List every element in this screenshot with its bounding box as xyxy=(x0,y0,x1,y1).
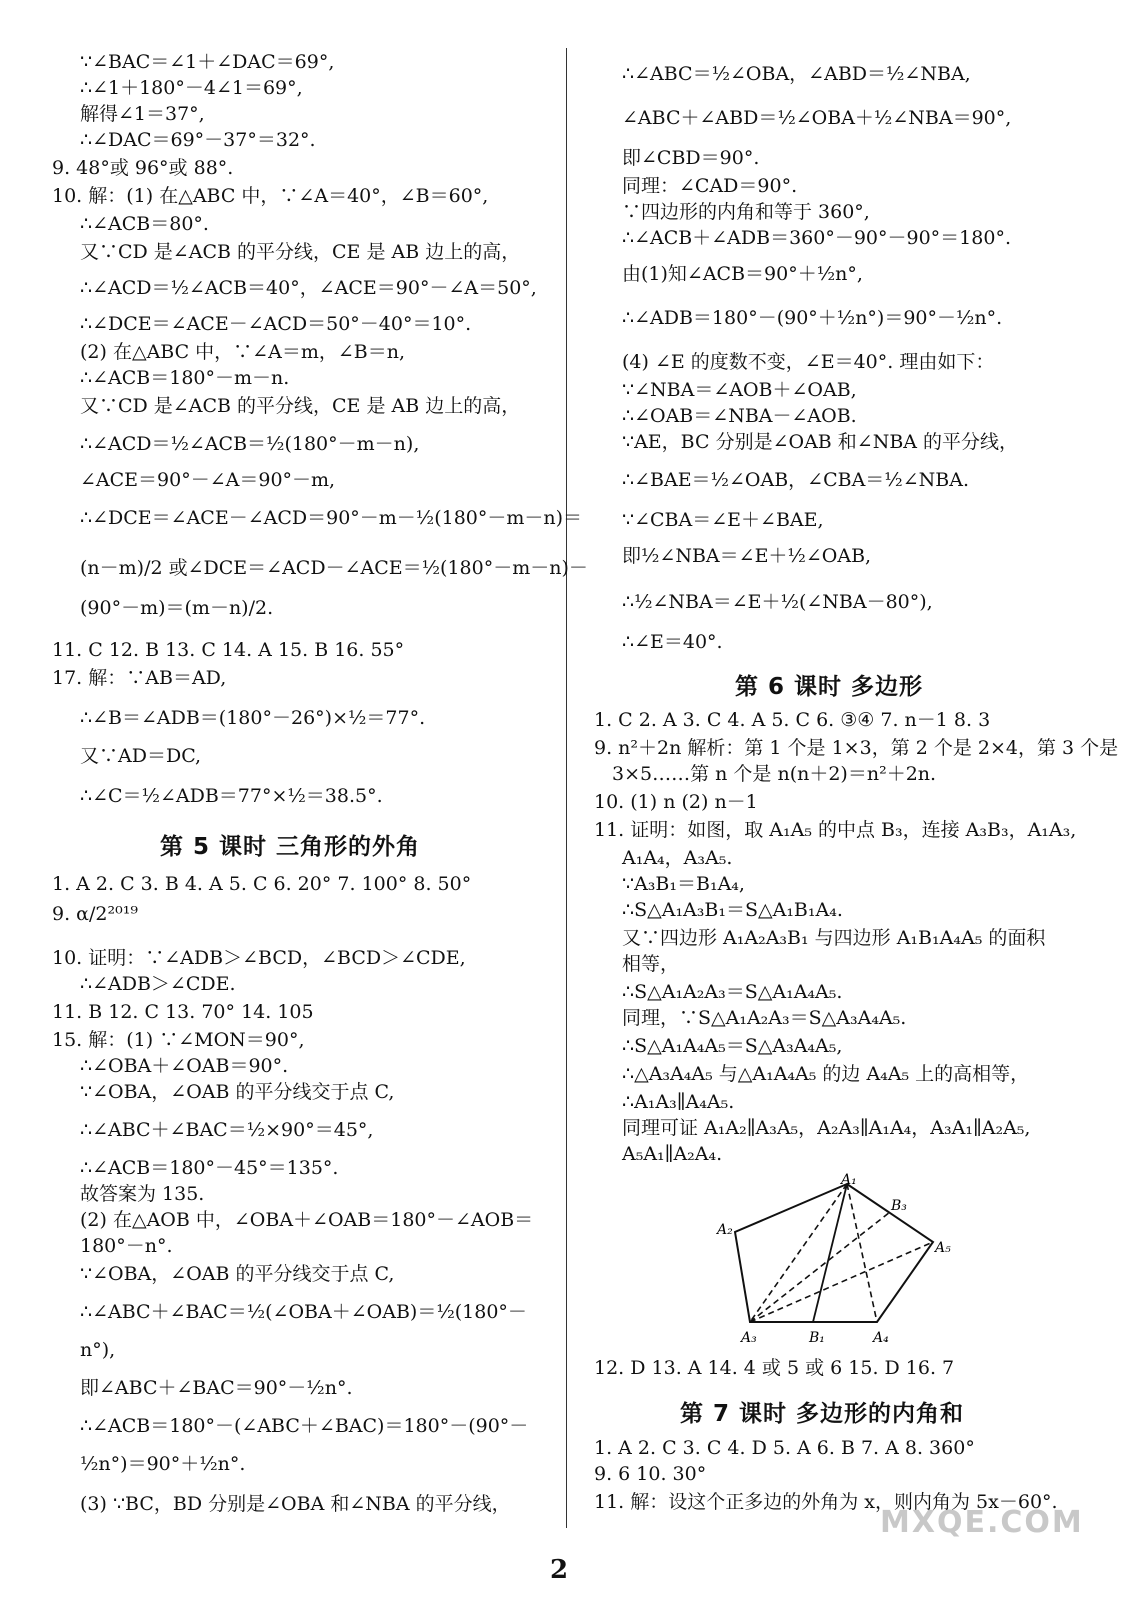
label-a2: A₂ xyxy=(717,1222,733,1238)
label-a4: A₄ xyxy=(873,1330,889,1346)
left-line: (3) ∵BC，BD 分别是∠OBA 和∠NBA 的平分线， xyxy=(80,1493,511,1515)
right-line: 11. 证明：如图，取 A₁A₅ 的中点 B₃，连接 A₃B₃，A₁A₃, xyxy=(594,819,1077,841)
right-line: ∴∠OAB＝∠NBA－∠AOB. xyxy=(622,405,857,427)
left-line: ∴∠ACD＝½∠ACB＝40°，∠ACE＝90°－∠A＝50°, xyxy=(80,277,537,299)
right-line: 由(1)知∠ACB＝90°＋½n°, xyxy=(622,263,863,285)
left-line: (2) 在△ABC 中，∵∠A＝m，∠B＝n, xyxy=(80,341,405,363)
right-line: ∵A₃B₁＝B₁A₄, xyxy=(622,873,745,895)
left-line: ∴∠ACB＝180°－45°＝135°. xyxy=(80,1157,339,1179)
label-b3: B₃ xyxy=(891,1198,907,1214)
right-line: ∴∠ADB＝180°－(90°＋½n°)＝90°－½n°. xyxy=(622,307,1003,329)
left-line: 15. 解：(1) ∵∠MON＝90°, xyxy=(52,1029,305,1051)
right-line: ∠ABC＋∠ABD＝½∠OBA＋½∠NBA＝90°, xyxy=(622,107,1012,129)
right-line: ∴A₁A₃∥A₄A₅. xyxy=(622,1091,735,1113)
right-line: ∴½∠NBA＝∠E＋½(∠NBA－80°), xyxy=(622,591,933,613)
heading-lesson-7: 第 7 课时 多边形的内角和 xyxy=(680,1401,965,1427)
pentagon-figure xyxy=(705,1172,965,1352)
left-line: ∴∠DAC＝69°－37°＝32°. xyxy=(80,129,316,151)
label-a3: A₃ xyxy=(741,1330,757,1346)
left-line: 解得∠1＝37°, xyxy=(80,103,205,125)
left-line: ∴∠ADB＞∠CDE. xyxy=(80,973,236,995)
right-line: 即∠CBD＝90°. xyxy=(622,147,760,169)
right-line: ∵AE，BC 分别是∠OAB 和∠NBA 的平分线， xyxy=(622,431,1019,453)
left-line: ∴∠ACB＝180°－m－n. xyxy=(80,367,290,389)
heading-lesson-5: 第 5 课时 三角形的外角 xyxy=(160,834,421,860)
left-line: 又∵CD 是∠ACB 的平分线，CE 是 AB 边上的高， xyxy=(80,241,521,263)
left-line: ∴∠1＋180°－4∠1＝69°, xyxy=(80,77,303,99)
right-line: 12. D 13. A 14. 4 或 5 或 6 15. D 16. 7 xyxy=(594,1357,955,1379)
right-line: ∴S△A₁A₂A₃＝S△A₁A₄A₅. xyxy=(622,981,843,1003)
right-line: 1. C 2. A 3. C 4. A 5. C 6. ③④ 7. n－1 8. 3 xyxy=(594,709,991,731)
right-line: ∴S△A₁A₄A₅＝S△A₃A₄A₅, xyxy=(622,1035,843,1057)
left-line: 17. 解：∵AB＝AD, xyxy=(52,667,227,689)
right-line: ∵四边形的内角和等于 360°, xyxy=(622,201,870,223)
left-line: 故答案为 135. xyxy=(80,1183,205,1205)
right-line: ∴△A₃A₄A₅ 与△A₁A₄A₅ 的边 A₄A₅ 上的高相等， xyxy=(622,1063,1030,1085)
right-line: ∴∠E＝40°. xyxy=(622,631,723,653)
left-line: 11. B 12. C 13. 70° 14. 105 xyxy=(52,1001,314,1023)
right-line: ∴S△A₁A₃B₁＝S△A₁B₁A₄. xyxy=(622,899,843,921)
left-line: 又∵AD＝DC, xyxy=(80,745,202,767)
right-line: 相等， xyxy=(622,953,680,975)
left-line: (90°－m)＝(m－n)/2. xyxy=(80,597,274,619)
right-line: A₅A₁∥A₂A₄. xyxy=(622,1143,723,1165)
left-line: ∴∠ABC＋∠BAC＝½×90°＝45°, xyxy=(80,1119,374,1141)
left-line: 11. C 12. B 13. C 14. A 15. B 16. 55° xyxy=(52,639,405,661)
left-line: 即∠ABC＋∠BAC＝90°－½n°. xyxy=(80,1377,353,1399)
left-line: n°), xyxy=(80,1339,116,1361)
left-line: ∵∠BAC＝∠1＋∠DAC＝69°, xyxy=(80,51,335,73)
right-line: 同理可证 A₁A₂∥A₃A₅，A₂A₃∥A₁A₄，A₃A₁∥A₂A₅, xyxy=(622,1117,1031,1139)
right-line: 10. (1) n (2) n－1 xyxy=(594,791,758,813)
right-line: 9. n²＋2n 解析：第 1 个是 1×3，第 2 个是 2×4，第 3 个是 xyxy=(594,737,1119,759)
column-divider xyxy=(566,48,567,1528)
left-line: ∠ACE＝90°－∠A＝90°－m, xyxy=(80,469,336,491)
right-line: 1. A 2. C 3. C 4. D 5. A 6. B 7. A 8. 360° xyxy=(594,1437,975,1459)
label-a1: A₁ xyxy=(841,1172,857,1188)
right-line: 3×5……第 n 个是 n(n＋2)＝n²＋2n. xyxy=(612,763,937,785)
right-line: 9. 6 10. 30° xyxy=(594,1463,707,1485)
left-line: ∵∠OBA，∠OAB 的平分线交于点 C, xyxy=(80,1263,395,1285)
left-line: ∵∠OBA，∠OAB 的平分线交于点 C, xyxy=(80,1081,395,1103)
left-line: 9. α/2²⁰¹⁹ xyxy=(52,903,138,925)
right-line: 同理：∠CAD＝90°. xyxy=(622,175,798,197)
heading-lesson-6: 第 6 课时 多边形 xyxy=(735,674,924,700)
page-number: 2 xyxy=(550,1555,569,1585)
left-line: ∴∠ACB＝180°－(∠ABC＋∠BAC)＝180°－(90°－ xyxy=(80,1415,529,1437)
left-line: 9. 48°或 96°或 88°. xyxy=(52,157,234,179)
right-line: ∵∠NBA＝∠AOB＋∠OAB, xyxy=(622,379,857,401)
left-line: (n－m)/2 或∠DCE＝∠ACD－∠ACE＝½(180°－m－n)－ xyxy=(80,557,588,579)
left-line: (2) 在△AOB 中，∠OBA＋∠OAB＝180°－∠AOB＝ xyxy=(80,1209,534,1231)
left-line: 1. A 2. C 3. B 4. A 5. C 6. 20° 7. 100° 8. 50° xyxy=(52,873,472,895)
left-line: 180°－n°. xyxy=(80,1235,173,1257)
left-line: ∴∠ABC＋∠BAC＝½(∠OBA＋∠OAB)＝½(180°－ xyxy=(80,1301,527,1323)
left-line: 10. 证明：∵∠ADB＞∠BCD，∠BCD＞∠CDE, xyxy=(52,947,466,969)
left-line: ∴∠DCE＝∠ACE－∠ACD＝90°－m－½(180°－m－n)＝ xyxy=(80,507,583,529)
left-line: ∴∠DCE＝∠ACE－∠ACD＝50°－40°＝10°. xyxy=(80,313,472,335)
left-line: 10. 解：(1) 在△ABC 中，∵∠A＝40°，∠B＝60°, xyxy=(52,185,489,207)
left-line: ∴∠ACD＝½∠ACB＝½(180°－m－n), xyxy=(80,433,420,455)
label-a5: A₅ xyxy=(935,1240,951,1256)
right-line: ∴∠BAE＝½∠OAB，∠CBA＝½∠NBA. xyxy=(622,469,969,491)
right-line: (4) ∠E 的度数不变，∠E＝40°. 理由如下： xyxy=(622,351,995,373)
watermark: MXQE.COM xyxy=(880,1505,1084,1540)
left-line: ∴∠C＝½∠ADB＝77°×½＝38.5°. xyxy=(80,785,383,807)
left-line: ∴∠B＝∠ADB＝(180°－26°)×½＝77°. xyxy=(80,707,426,729)
right-line: 又∵四边形 A₁A₂A₃B₁ 与四边形 A₁B₁A₄A₅ 的面积 xyxy=(622,927,1046,949)
right-line: 即½∠NBA＝∠E＋½∠OAB, xyxy=(622,545,872,567)
left-line: ½n°)＝90°＋½n°. xyxy=(80,1453,246,1475)
right-line: ∴∠ABC＝½∠OBA，∠ABD＝½∠NBA, xyxy=(622,63,971,85)
right-line: A₁A₄，A₃A₅. xyxy=(622,847,733,869)
right-line: ∴∠ACB＋∠ADB＝360°－90°－90°＝180°. xyxy=(622,227,1011,249)
left-line: ∴∠OBA＋∠OAB＝90°. xyxy=(80,1055,289,1077)
left-line: 又∵CD 是∠ACB 的平分线，CE 是 AB 边上的高， xyxy=(80,395,521,417)
right-line: 同理，∵S△A₁A₂A₃＝S△A₃A₄A₅. xyxy=(622,1007,907,1029)
right-line: 11. 解：设这个正多边的外角为 x，则内角为 5x－60°. xyxy=(594,1491,1058,1513)
label-b1: B₁ xyxy=(809,1330,825,1346)
left-line: ∴∠ACB＝80°. xyxy=(80,213,209,235)
right-line: ∵∠CBA＝∠E＋∠BAE, xyxy=(622,509,824,531)
